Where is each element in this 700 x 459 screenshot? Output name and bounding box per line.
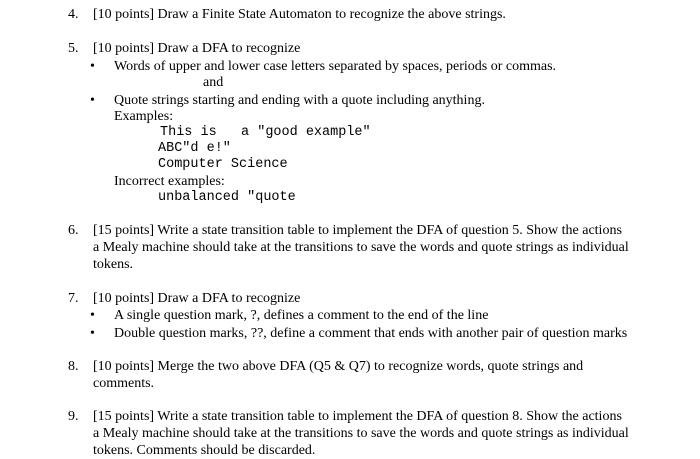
- question-5-example-3: Computer Science: [158, 157, 288, 172]
- bullet-icon: •: [90, 59, 95, 74]
- question-7-number: 7.: [68, 291, 79, 306]
- bullet-icon: •: [90, 308, 95, 323]
- question-7-bullet-2: Double question marks, ??, define a comment that ends with another pair of question marks: [114, 326, 628, 341]
- question-5-incorrect-example-1: unbalanced "quote: [158, 190, 296, 205]
- question-7-text: [10 points] Draw a DFA to recognize: [93, 291, 301, 306]
- question-6-number: 6.: [68, 223, 79, 238]
- question-5-example-1: This is a "good example": [160, 125, 371, 140]
- question-4-number: 4.: [68, 7, 79, 22]
- bullet-icon: •: [90, 93, 95, 108]
- question-5-text: [10 points] Draw a DFA to recognize: [93, 41, 301, 56]
- question-5-bullet-1: Words of upper and lower case letters separated by spaces, periods or commas.: [114, 59, 557, 74]
- bullet-icon: •: [90, 326, 95, 341]
- question-8-line-2: comments.: [93, 376, 155, 391]
- question-9-text: [93, 408, 636, 459]
- question-8-text: [93, 358, 636, 392]
- question-4-text: [10 points] Draw a Finite State Automaton to recognize the above strings.: [93, 7, 506, 22]
- question-5-and: and: [203, 75, 224, 90]
- question-5-incorrect-label: Incorrect examples:: [114, 174, 225, 189]
- question-5-number: 5.: [68, 41, 79, 56]
- question-5-example-2: ABC"d e!": [158, 141, 231, 156]
- question-7-bullet-1: A single question mark, ?, defines a comment to the end of the line: [114, 308, 489, 323]
- question-6-line-2: a Mealy machine should take at the transitions to save the words and quote strings as individual: [93, 240, 629, 255]
- question-9-line-1: [15 points] Write a state transition table to implement the DFA of question 8. Show the actions: [93, 409, 622, 424]
- question-9-line-3: tokens. Comments should be discarded.: [93, 443, 316, 458]
- question-6-line-1: [15 points] Write a state transition table to implement the DFA of question 5. Show the actions: [93, 223, 622, 238]
- question-8-number: 8.: [68, 359, 79, 374]
- question-5-bullet-2: Quote strings starting and ending with a quote including anything.: [114, 93, 485, 108]
- question-8-line-1: [10 points] Merge the two above DFA (Q5 & Q7) to recognize words, quote strings and: [93, 359, 584, 374]
- question-5-examples-label: Examples:: [114, 109, 174, 124]
- question-6-line-3: tokens.: [93, 257, 134, 272]
- question-9-number: 9.: [68, 409, 79, 424]
- question-6-text: [93, 222, 636, 273]
- question-9-line-2: a Mealy machine should take at the transitions to save the words and quote strings as individual: [93, 426, 629, 441]
